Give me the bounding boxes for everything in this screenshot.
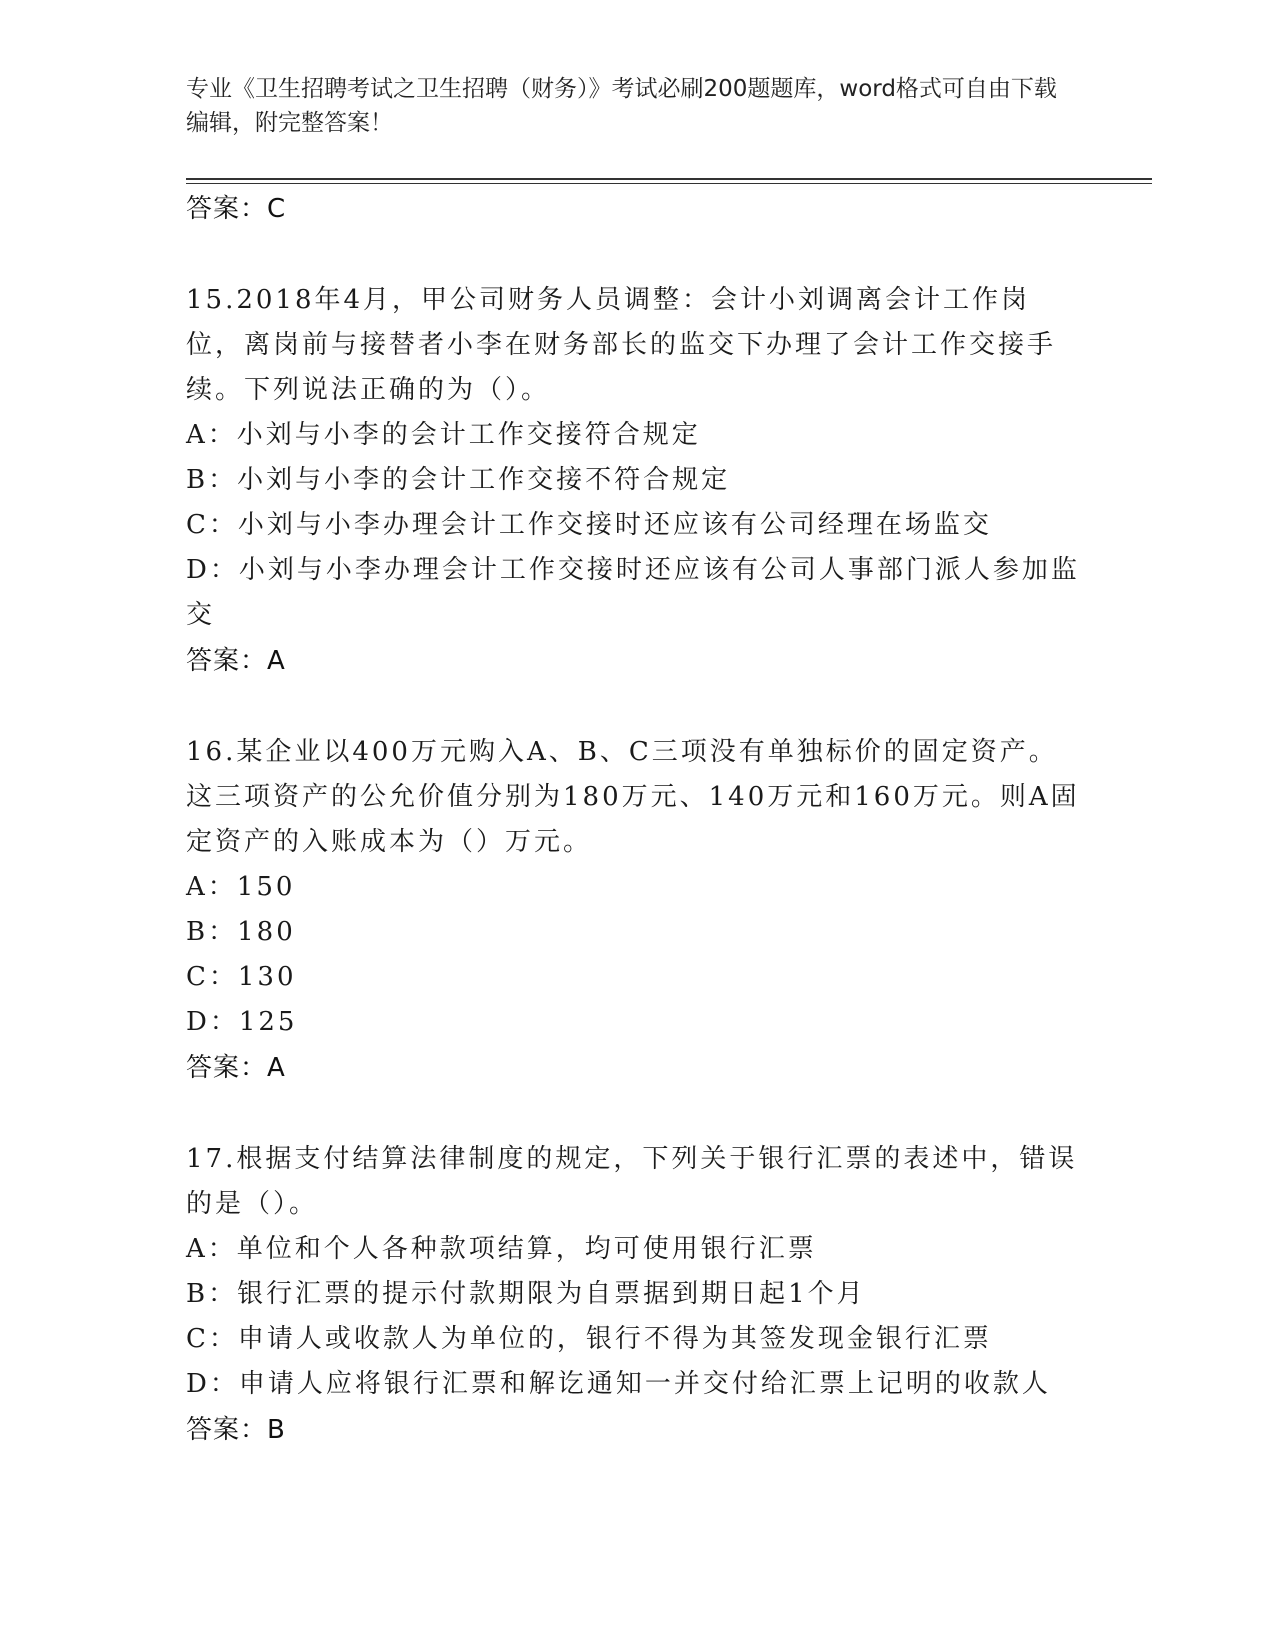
answer-value: B <box>267 1415 285 1445</box>
option-b: B：180 <box>186 917 296 947</box>
answer-line <box>186 1407 1086 1453</box>
option-a: A：单位和个人各种款项结算，均可使用银行汇票 <box>186 1234 817 1264</box>
header-divider-thick <box>186 178 1152 180</box>
option-c: C：申请人或收款人为单位的，银行不得为其签发现金银行汇票 <box>186 1324 992 1354</box>
option-c: C：小刘与小李办理会计工作交接时还应该有公司经理在场监交 <box>186 510 992 540</box>
option-d: D：申请人应将银行汇票和解讫通知一并交付给汇票上记明的收款人 <box>186 1369 1051 1399</box>
question-17 <box>186 1137 1086 1453</box>
answer-line <box>186 186 1086 232</box>
answer-label: 答案： <box>186 194 268 224</box>
question-16 <box>186 730 1086 1091</box>
document-body <box>186 186 1086 1453</box>
answer-label: 答案： <box>186 646 268 676</box>
header-divider-thin <box>186 183 1152 184</box>
answer-line <box>186 638 1086 684</box>
page-header: 专业《卫生招聘考试之卫生招聘（财务）》考试必刷200题题库，word格式可自由下载编辑，附完整答案！ <box>186 76 1057 136</box>
question-15 <box>186 278 1086 684</box>
question-stem: 17.根据支付结算法律制度的规定，下列关于银行汇票的表述中，错误的是（）。 <box>186 1144 1078 1219</box>
option-a: A：小刘与小李的会计工作交接符合规定 <box>186 420 701 450</box>
answer-value: C <box>267 194 286 224</box>
option-a: A：150 <box>186 872 296 902</box>
question-stem: 16.某企业以400万元购入A、B、C三项没有单独标价的固定资产。这三项资产的公允价值分别为180万元、140万元和160万元。则A固定资产的入账成本为（）万元。 <box>186 737 1080 857</box>
answer-label: 答案： <box>186 1053 268 1083</box>
answer-label: 答案： <box>186 1415 268 1445</box>
option-d: D：125 <box>186 1007 298 1037</box>
option-d: D：小刘与小李办理会计工作交接时还应该有公司人事部门派人参加监交 <box>186 555 1080 630</box>
answer-value: A <box>267 646 285 676</box>
option-c: C：130 <box>186 962 297 992</box>
option-b: B：小刘与小李的会计工作交接不符合规定 <box>186 465 731 495</box>
answer-value: A <box>267 1053 285 1083</box>
answer-line <box>186 1045 1086 1091</box>
question-stem: 15.2018年4月，甲公司财务人员调整：会计小刘调离会计工作岗位，离岗前与接替者小李在财务部长的监交下办理了会计工作交接手续。下列说法正确的为（）。 <box>186 285 1057 405</box>
option-b: B：银行汇票的提示付款期限为自票据到期日起1个月 <box>186 1279 866 1309</box>
